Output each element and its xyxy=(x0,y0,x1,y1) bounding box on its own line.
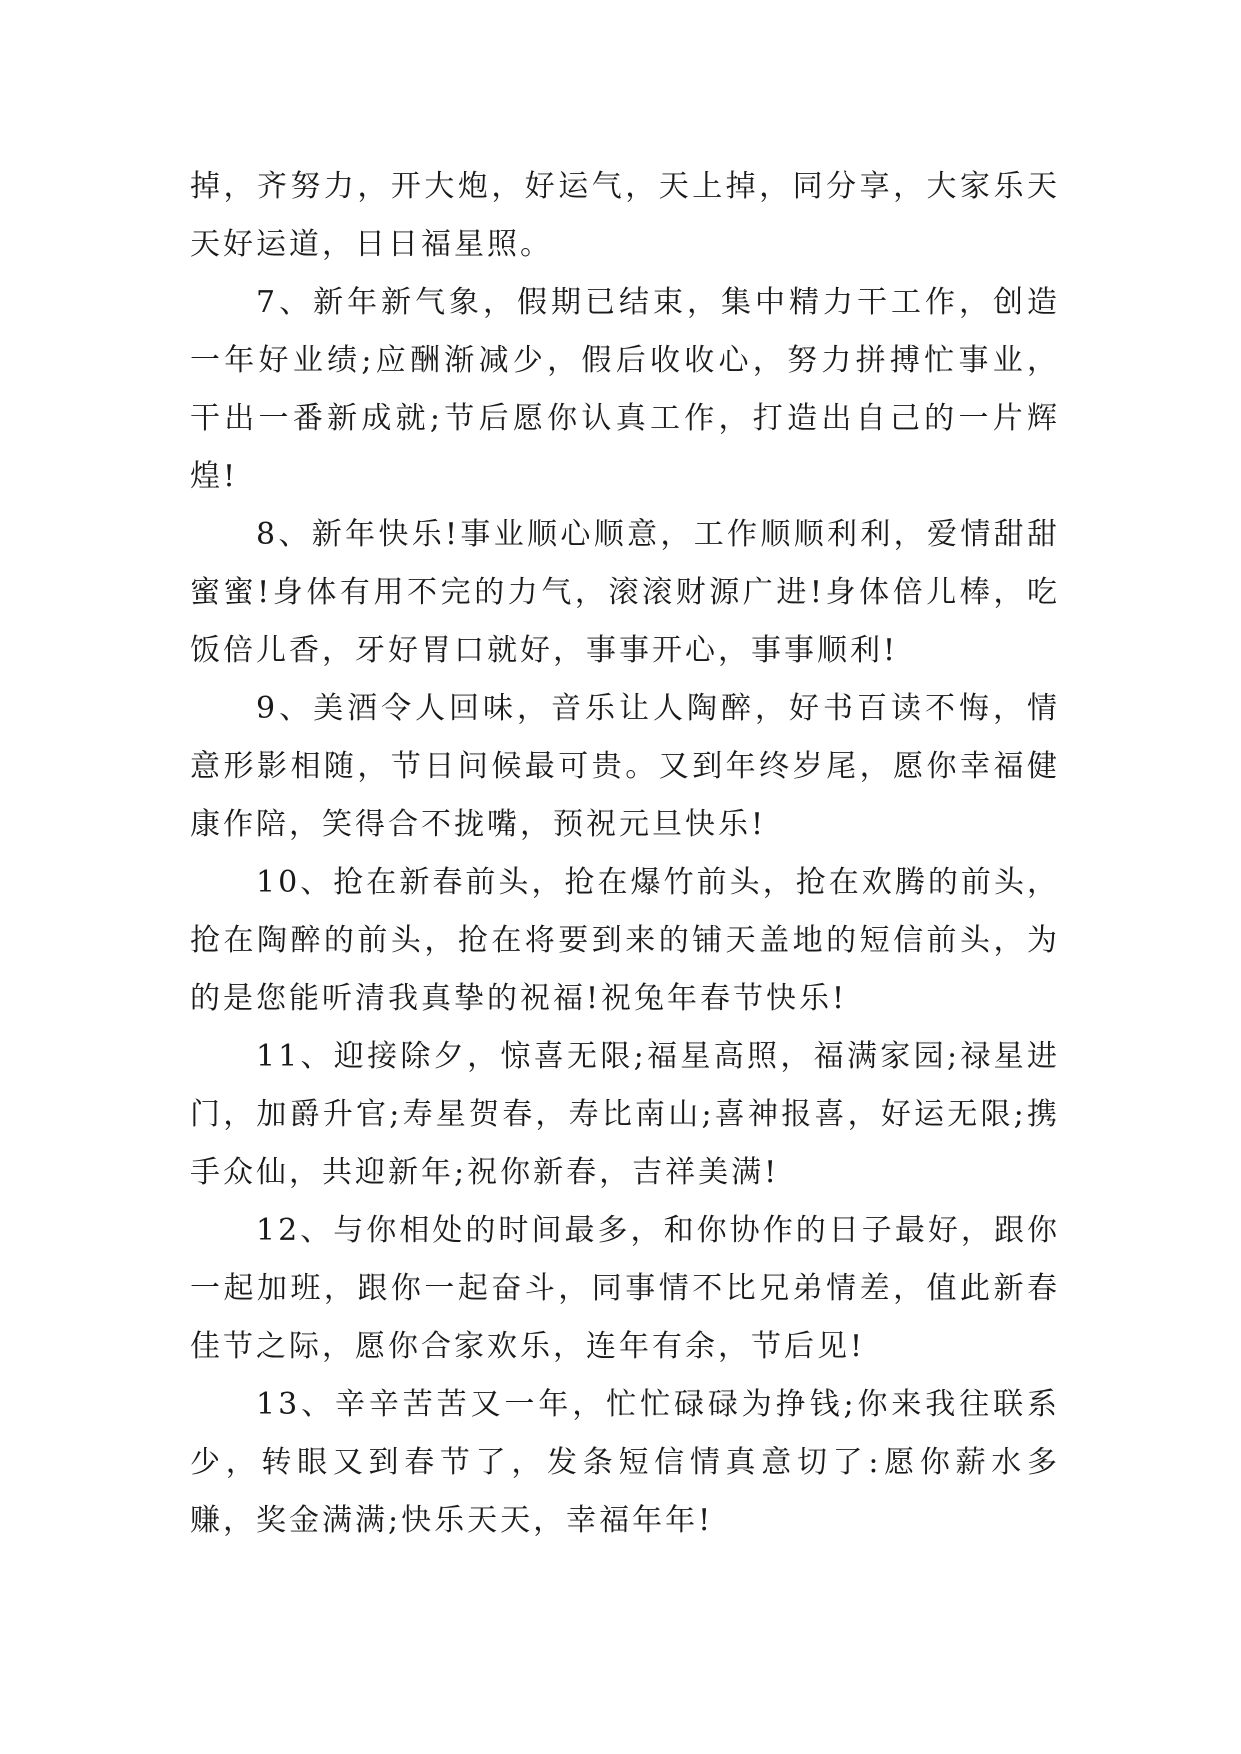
document-body xyxy=(190,158,1060,1550)
paragraph-9: 9、美酒令人回味，音乐让人陶醉，好书百读不悔，情意形影相随，节日问候最可贵。又到年终岁尾，愿你幸福健康作陪，笑得合不拢嘴，预祝元旦快乐! xyxy=(190,691,1060,842)
paragraph-10: 10、抢在新春前头，抢在爆竹前头，抢在欢腾的前头，抢在陶醉的前头，抢在将要到来的铺天盖地的短信前头，为的是您能听清我真挚的祝福!祝兔年春节快乐! xyxy=(190,865,1060,1016)
paragraph-7: 7、新年新气象，假期已结束，集中精力干工作，创造一年好业绩;应酬渐减少，假后收收心，努力拼搏忙事业，干出一番新成就;节后愿你认真工作，打造出自己的一片辉煌! xyxy=(190,285,1060,494)
paragraph-continuation: 掉，齐努力，开大炮，好运气，天上掉，同分享，大家乐天天好运道，日日福星照。 xyxy=(190,169,1060,262)
paragraph-12: 12、与你相处的时间最多，和你协作的日子最好，跟你一起加班，跟你一起奋斗，同事情不比兄弟情差，值此新春佳节之际，愿你合家欢乐，连年有余，节后见! xyxy=(190,1213,1060,1364)
paragraph-13: 13、辛辛苦苦又一年，忙忙碌碌为挣钱;你来我往联系少，转眼又到春节了，发条短信情真意切了:愿你薪水多赚，奖金满满;快乐天天，幸福年年! xyxy=(190,1387,1060,1538)
paragraph-11: 11、迎接除夕，惊喜无限;福星高照，福满家园;禄星进门，加爵升官;寿星贺春，寿比南山;喜神报喜，好运无限;携手众仙，共迎新年;祝你新春，吉祥美满! xyxy=(190,1039,1060,1190)
paragraph-8: 8、新年快乐!事业顺心顺意，工作顺顺利利，爱情甜甜蜜蜜!身体有用不完的力气，滚滚财源广进!身体倍儿棒，吃饭倍儿香，牙好胃口就好，事事开心，事事顺利! xyxy=(190,517,1060,668)
